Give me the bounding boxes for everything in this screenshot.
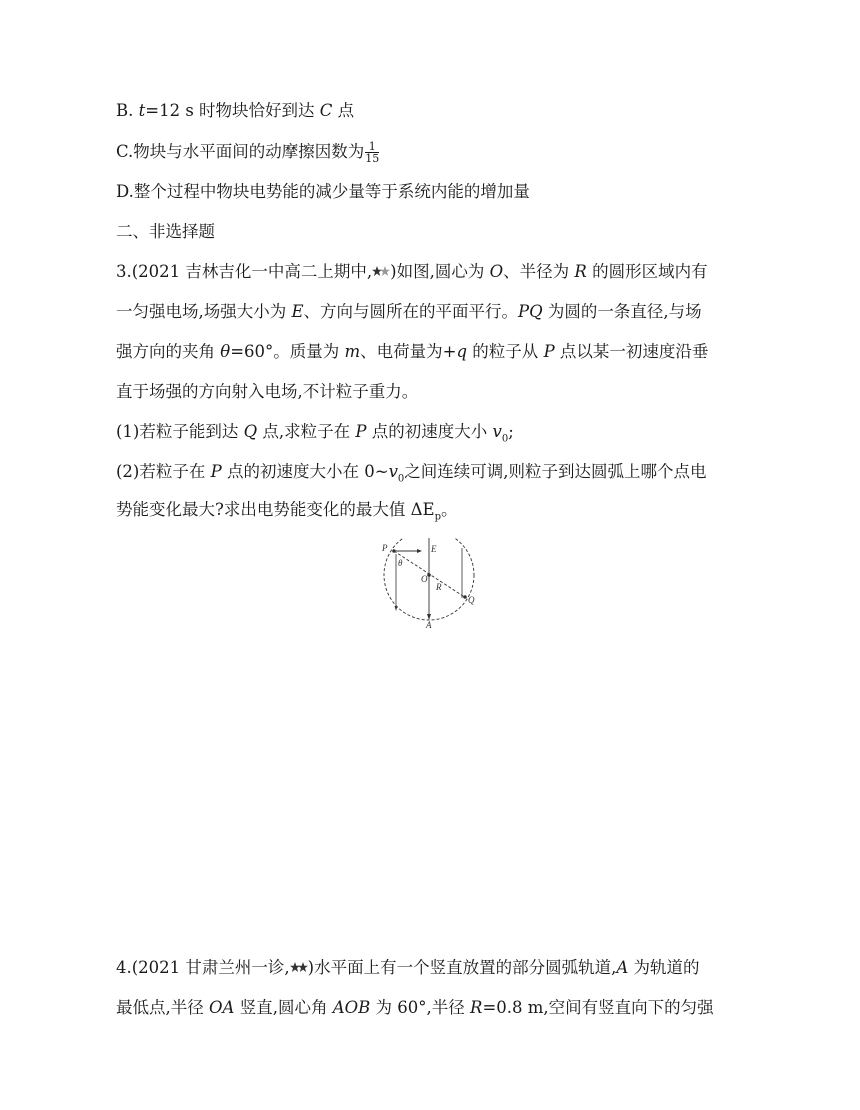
q3-sub-2-line-2 <box>116 499 457 528</box>
q3-text: 、半径为 <box>503 262 575 281</box>
arrow-head-icon <box>395 606 398 611</box>
label-r: R <box>436 582 442 592</box>
q4-text: 为 60°,半径 <box>370 998 471 1017</box>
q3-text: 之间连续可调,则粒子到达圆弧上哪个点电 <box>404 462 707 481</box>
point-p <box>392 549 396 553</box>
q3-text: (1)若粒子能到达 <box>116 422 244 441</box>
var-theta: θ <box>220 342 231 361</box>
var-R: R <box>470 998 483 1017</box>
var-A: A <box>616 958 629 977</box>
q3-text: 直于场强的方向射入电场,不计粒子重力。 <box>116 382 419 401</box>
option-c-text: C.物块与水平面间的动摩擦因数为 <box>116 142 365 161</box>
q4-text: 最低点,半径 <box>116 998 209 1017</box>
var-P: P <box>355 422 367 441</box>
var-P: P <box>543 342 555 361</box>
q3-text: 点以某一初速度沿垂 <box>554 342 709 361</box>
option-b-var: t <box>138 101 146 120</box>
q4-text: 为轨道的 <box>628 958 700 977</box>
circle-field-diagram <box>376 538 486 630</box>
var-Q: Q <box>243 422 258 441</box>
var-E: E <box>291 302 304 321</box>
q3-text: 、电荷量为+ <box>360 342 457 361</box>
q3-text: 、方向与圆所在的平面平行。 <box>303 302 519 321</box>
option-d <box>116 181 530 203</box>
label-theta: θ <box>398 558 403 568</box>
difficulty-stars-icon <box>372 265 390 279</box>
section-heading <box>116 221 215 243</box>
label-a: A <box>426 620 432 630</box>
q4-line-2 <box>116 997 714 1019</box>
var-PQ: PQ <box>518 302 543 321</box>
q4-text: )水平面上有一个竖直放置的部分圆弧轨道, <box>307 958 617 977</box>
var-Ep-sub: p <box>434 511 441 523</box>
difficulty-stars-icon <box>290 961 308 975</box>
option-b <box>116 100 354 122</box>
q3-text: 点的初速度大小 <box>366 422 493 441</box>
q3-text: 一匀强电场,场强大小为 <box>116 302 292 321</box>
q3-line-3 <box>116 341 708 363</box>
label-o: O <box>421 574 428 584</box>
q4-line-1 <box>116 957 700 979</box>
q4-source: 4.(2021 甘肃兰州一诊, <box>116 958 290 977</box>
var-m: m <box>344 342 361 361</box>
option-b-end: 点 <box>332 101 355 120</box>
q3-text: 势能变化最大?求出电势能变化的最大值 ΔE <box>116 500 435 519</box>
q3-text: )如图,圆心为 <box>390 262 490 281</box>
q3-text: 。 <box>440 500 458 519</box>
q3-text: 强方向的夹角 <box>116 342 221 361</box>
option-c <box>116 141 379 164</box>
fraction-numerator: 1 <box>365 141 379 153</box>
q3-text: 的粒子从 <box>467 342 544 361</box>
q3-sub-1 <box>116 421 514 450</box>
q3-line-2 <box>116 301 702 323</box>
fraction <box>365 141 379 164</box>
option-d-text: D.整个过程中物块电势能的减少量等于系统内能的增加量 <box>116 182 530 201</box>
q3-text: 点,求粒子在 <box>257 422 356 441</box>
option-b-text: =12 s 时物块恰好到达 <box>145 101 320 120</box>
section-heading-text: 二、非选择题 <box>116 222 215 241</box>
q4-text: =0.8 m,空间有竖直向下的匀强 <box>482 998 714 1017</box>
point-q <box>463 595 467 599</box>
var-v0: v <box>492 422 502 441</box>
option-b-point: C <box>319 101 333 120</box>
var-q: q <box>456 342 468 361</box>
var-v0-sub: 0 <box>397 473 405 485</box>
q3-text: 的圆形区域内有 <box>586 262 708 281</box>
q3-text: 点的初速度大小在 0~ <box>221 462 389 481</box>
label-p: P <box>382 543 388 553</box>
q3-text: =60°。质量为 <box>230 342 345 361</box>
q3-text: (2)若粒子在 <box>116 462 211 481</box>
q3-line-4 <box>116 381 418 403</box>
var-O: O <box>489 262 504 281</box>
var-P: P <box>210 462 222 481</box>
q3-source: 3.(2021 吉林吉化一中高二上期中, <box>116 262 373 281</box>
q3-line-1 <box>116 261 708 283</box>
option-b-prefix: B. <box>116 101 139 120</box>
label-e: E <box>431 544 437 554</box>
fraction-denominator: 15 <box>365 152 380 165</box>
var-v0: v <box>388 462 398 481</box>
var-v0-sub: 0 <box>501 433 509 445</box>
var-AOB: AOB <box>332 998 371 1017</box>
q3-text: ; <box>508 422 514 441</box>
var-R: R <box>574 262 587 281</box>
var-OA: OA <box>209 998 235 1017</box>
label-q: Q <box>468 595 475 605</box>
q3-text: 为圆的一条直径,与场 <box>542 302 702 321</box>
q4-text: 竖直,圆心角 <box>234 998 333 1017</box>
point-o <box>427 573 431 577</box>
q3-sub-2 <box>116 461 707 490</box>
arrow-head-icon <box>417 549 422 553</box>
